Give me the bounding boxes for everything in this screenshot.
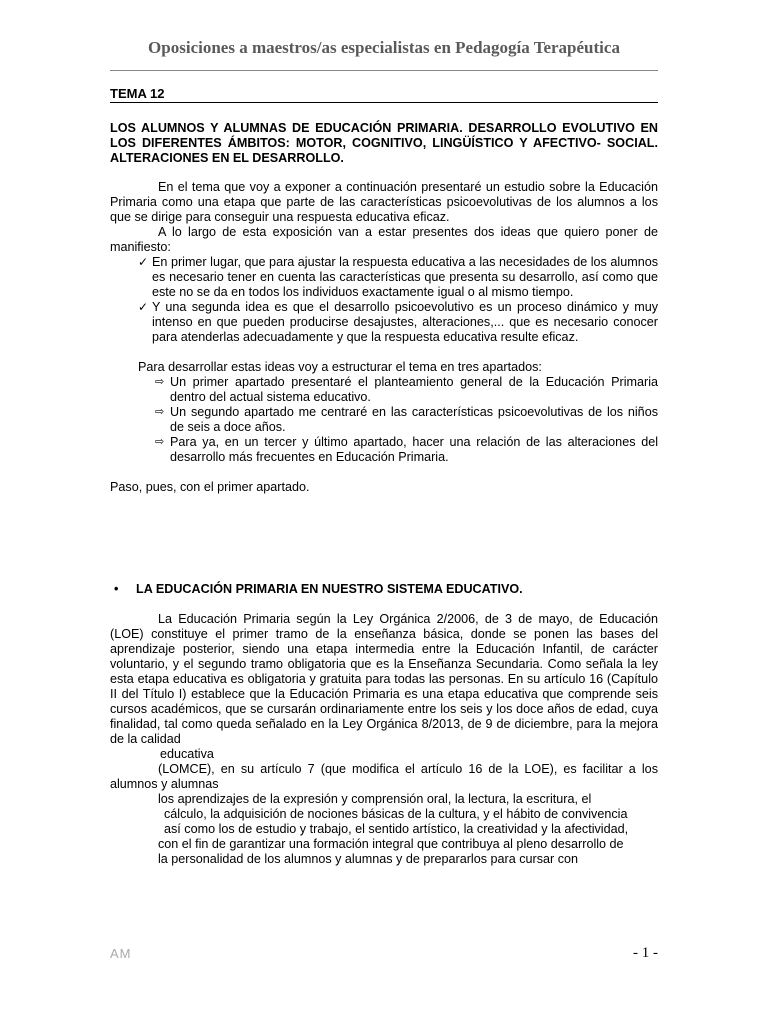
section-heading-text: LA EDUCACIÓN PRIMARIA EN NUESTRO SISTEMA EDUCATIVO.	[136, 582, 523, 596]
tema-title: LOS ALUMNOS Y ALUMNAS DE EDUCACIÓN PRIMARIA. DESARROLLO EVOLUTIVO EN LOS DIFERENTES ÁMBITOS: MOTOR, COGNITIVO, LINGÜÍSTICO Y AFECTIVO- SOCIAL. ALTERACIONES EN EL DESARROLLO.	[110, 121, 658, 165]
arrow-right-icon: ⇨	[155, 406, 165, 418]
tema-divider	[110, 102, 658, 103]
author-initials: AM	[110, 946, 132, 961]
list-item-text: Un primer apartado presentaré el planteamiento general de la Educación Primaria dentro del actual sistema educativo.	[170, 375, 658, 404]
intro-paragraph-2: A lo largo de esta exposición van a estar presentes dos ideas que quiero poner de manifiesto:	[110, 225, 658, 254]
page-number: - 1 -	[633, 945, 658, 961]
list-item	[110, 300, 658, 345]
tema-number: TEMA 12	[110, 86, 165, 101]
section-paragraph-1: La Educación Primaria según la Ley Orgánica 2/2006, de 3 de mayo, de Educación (LOE) constituye el primer tramo de la enseñanza básica, donde se ponen las bases del aprendizaje posterior, siendo una etapa intermedia entre la Educación Infantil, de carácter voluntario, y el segundo tramo obligatoria que es la Enseñanza Secundaria. Como señala la ley esta etapa educativa es obligatoria y gratuita para todas las personas. En su artículo 16 (Capítulo II del Título I) establece que la Educación Primaria es una etapa educativa que comprende seis cursos académicos, que se cursarán ordinariamente entre los seis y los doce años de edad, cuya finalidad, tal como queda señalado en la Ley Orgánica 8/2013, de 9 de diciembre, para la mejora de la calidad	[110, 612, 658, 746]
list-item	[110, 375, 658, 405]
list-item-text: Para ya, en un tercer y último apartado, hacer una relación de las alteraciones del desarrollo más frecuentes en Educación Primaria.	[170, 435, 658, 464]
check-icon: ✓	[138, 255, 149, 269]
arrow-right-icon: ⇨	[155, 436, 165, 448]
text-fragment: cálculo, la adquisición de nociones básicas de la cultura, y el hábito de convivencia	[164, 807, 628, 821]
running-header: Oposiciones a maestros/as especialistas en Pedagogía Terapéutica	[148, 38, 620, 57]
list-item	[110, 255, 658, 300]
text-fragment: educativa	[160, 747, 214, 761]
intro-paragraph-4: Paso, pues, con el primer apartado.	[110, 480, 310, 494]
sections-list	[110, 375, 658, 465]
text-fragment: (LOMCE), en su artículo 7 (que modifica el artículo 16 de la LOE), es facilitar a los alumnos y alumnas	[110, 762, 658, 791]
arrow-right-icon: ⇨	[155, 376, 165, 388]
intro-paragraph-1: En el tema que voy a exponer a continuación presentaré un estudio sobre la Educación Primaria como una etapa que parte de las características psicoevolutivas de los alumnos a los que se dirige para conseguir una respuesta educativa eficaz.	[110, 180, 658, 224]
list-item	[110, 405, 658, 435]
text-fragment: la personalidad de los alumnos y alumnas y de prepararlos para cursar con	[158, 852, 579, 866]
intro-paragraph-3: Para desarrollar estas ideas voy a estructurar el tema en tres apartados:	[138, 360, 542, 374]
list-item	[110, 435, 658, 465]
text-fragment: con el fin de garantizar una formación integral que contribuya al pleno desarrollo de	[158, 837, 624, 851]
list-item-text: Un segundo apartado me centraré en las características psicoevolutivas de los niños de seis a doce años.	[170, 405, 658, 434]
ideas-list	[110, 255, 658, 345]
text-fragment: así como los de estudio y trabajo, el sentido artístico, la creatividad y la afectividad,	[164, 822, 629, 836]
list-item-text: Y una segunda idea es que el desarrollo psicoevolutivo es un proceso dinámico y muy intenso en que pueden producirse desajustes, alteraciones,... que es necesario conocer para atenderlas adecuadamente y que la respuesta educativa resulte eficaz.	[152, 300, 658, 344]
text-fragment: los aprendizajes de la expresión y comprensión oral, la lectura, la escritura, el	[158, 792, 592, 806]
section-body	[110, 612, 658, 867]
intro-block	[110, 180, 658, 495]
list-item-text: En primer lugar, que para ajustar la respuesta educativa a las necesidades de los alumnos es necesario tener en cuenta las características que presenta su desarrollo, así como que este no se da en todos los individuos exactamente igual o al mismo tiempo.	[152, 255, 658, 299]
section-heading	[110, 582, 523, 597]
check-icon: ✓	[138, 300, 149, 314]
header-divider	[110, 70, 658, 71]
bullet-icon: •	[114, 582, 119, 596]
